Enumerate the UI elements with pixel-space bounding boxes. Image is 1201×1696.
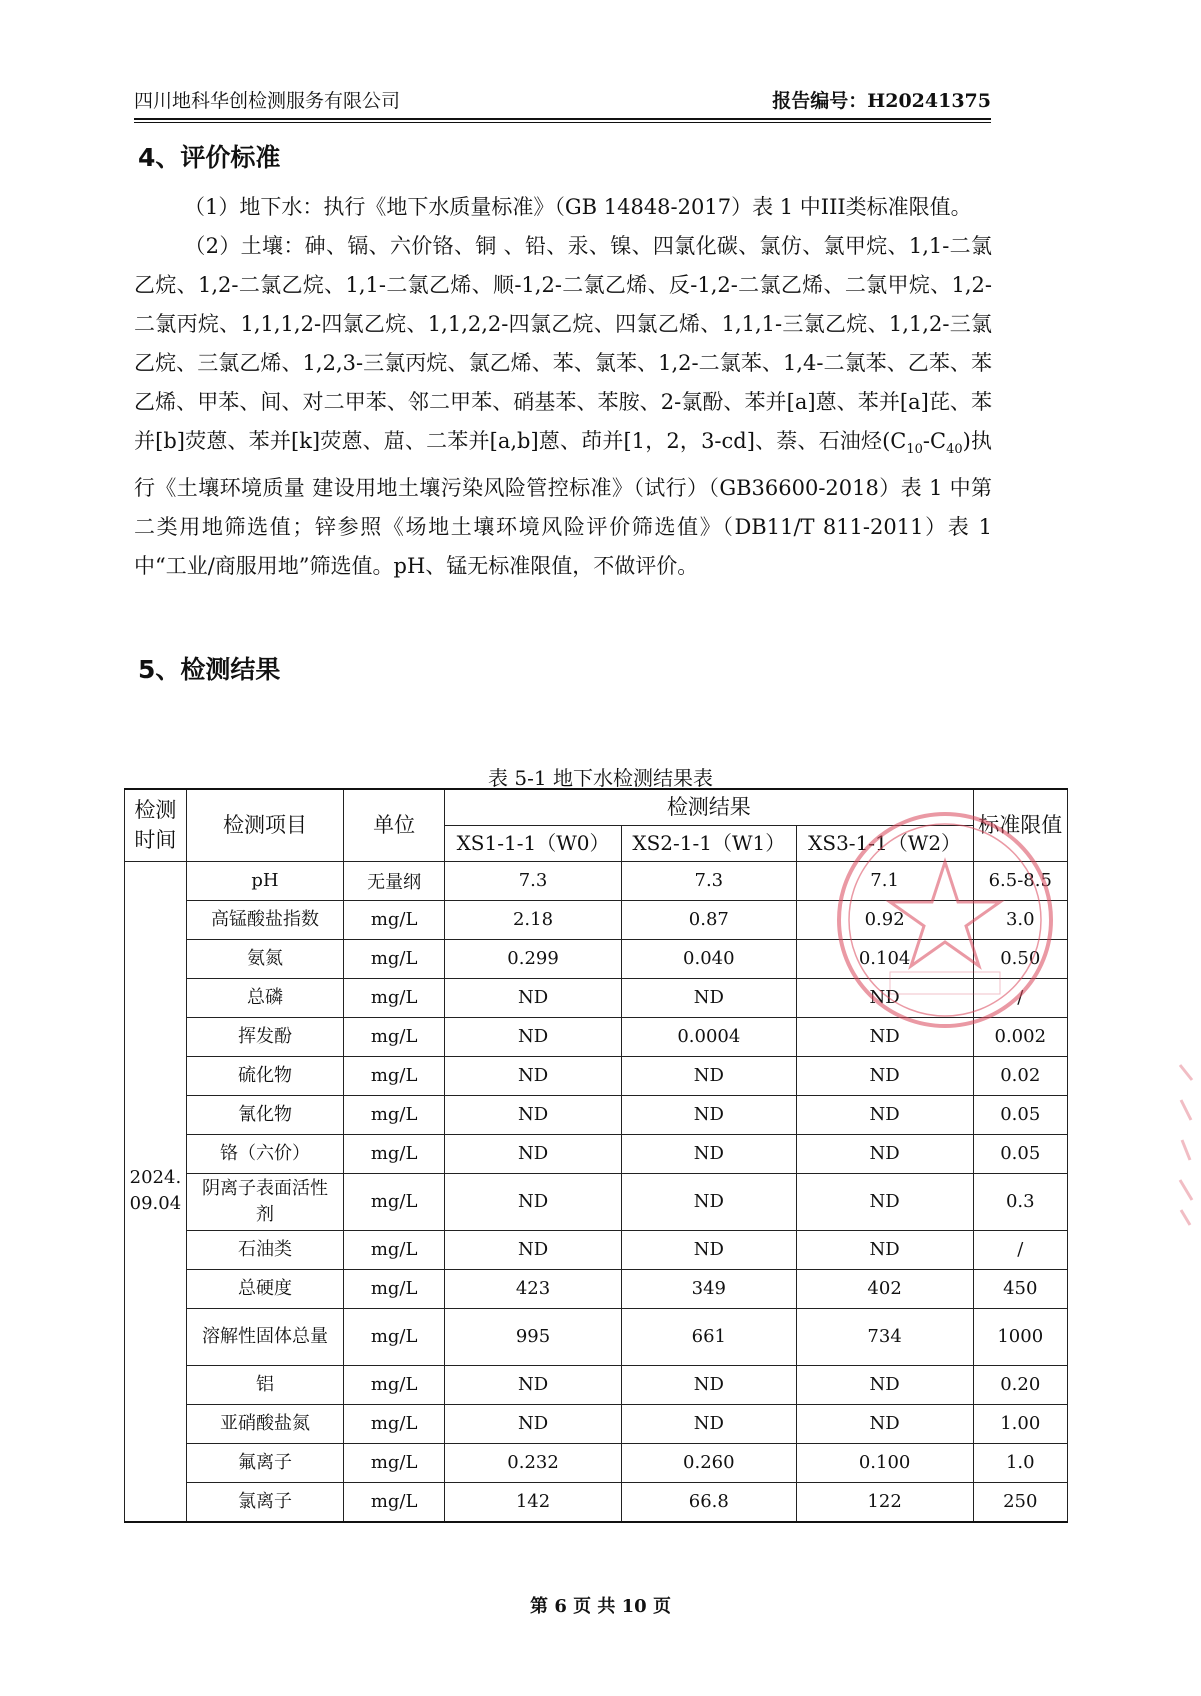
w2-value-cell: 402 [796, 1269, 973, 1308]
paragraph-soil [134, 227, 992, 586]
unit-cell: mg/L [344, 1056, 445, 1095]
unit-cell: mg/L [344, 978, 445, 1017]
w1-value-cell: 66.8 [621, 1482, 796, 1522]
standard-cell: 0.50 [973, 939, 1067, 978]
w0-value-cell: 2.18 [445, 900, 622, 939]
soil-text-dash: -C [922, 429, 947, 453]
page-header [134, 86, 991, 119]
w2-value-cell: ND [796, 1365, 973, 1404]
soil-text-end: )执行《土壤环境质量 建设用地土壤污染风险管控标准》（试行）（GB36600-2018）表 1 中第二类用地筛选值；锌参照《场地土壤环境风险评价筛选值》（DB11/T 811-2011）表 1 中“工业/商服用地”筛选值。pH、锰无标准限值，不做评价。 [134, 429, 992, 579]
item-cell: 氟离子 [186, 1443, 343, 1482]
standard-cell: 0.05 [973, 1134, 1067, 1173]
standard-cell: 0.02 [973, 1056, 1067, 1095]
date-cell: 2024.09.04 [125, 861, 187, 1522]
soil-text-start: （2）土壤：砷、镉、六价铬、铜 、铅、汞、镍、四氯化碳、氯仿、氯甲烷、1,1-二氯乙烷、1,2-二氯乙烷、1,1-二氯乙烯、顺-1,2-二氯乙烯、反-1,2-二氯乙烯、二氯甲烷、1,2-二氯丙烷、1,1,1,2-四氯乙烷、1,1,2,2-四氯乙烷、四氯乙烯、1,1,1-三氯乙烷、1,1,2-三氯乙烷、三氯乙烯、1,2,3-三氯丙烷、氯乙烯、苯、氯苯、1,2-二氯苯、1,4-二氯苯、乙苯、苯乙烯、甲苯、间、对二甲苯、邻二甲苯、硝基苯、苯胺、2-氯酚、苯并[a]蒽、苯并[a]芘、苯并[b]荧蒽、苯并[k]荧蒽、䓛、二苯并[a,b]蒽、茚并[1，2，3-cd]、萘、石油烃(C [134, 234, 992, 453]
w1-value-cell: 0.0004 [621, 1017, 796, 1056]
w0-value-cell: 0.299 [445, 939, 622, 978]
item-cell: 溶解性固体总量 [186, 1308, 343, 1365]
item-cell: 氰化物 [186, 1095, 343, 1134]
item-cell: 挥发酚 [186, 1017, 343, 1056]
table-row [125, 1017, 1068, 1056]
w2-value-cell: 0.100 [796, 1443, 973, 1482]
item-cell: 铬（六价） [186, 1134, 343, 1173]
w2-value-cell: ND [796, 1017, 973, 1056]
table-row [125, 1443, 1068, 1482]
report-number: 报告编号：H20241375 [772, 90, 991, 112]
table-row [125, 1134, 1068, 1173]
w1-value-cell: ND [621, 1095, 796, 1134]
table-row [125, 861, 1068, 900]
standard-cell: / [973, 978, 1067, 1017]
standard-cell: 450 [973, 1269, 1067, 1308]
w2-value-cell: ND [796, 1230, 973, 1269]
standard-cell: 250 [973, 1482, 1067, 1522]
header-results: 检测结果 [445, 789, 973, 825]
w1-value-cell: ND [621, 1230, 796, 1269]
table-row [125, 1404, 1068, 1443]
unit-cell: mg/L [344, 1134, 445, 1173]
w0-value-cell: ND [445, 1365, 622, 1404]
item-cell: 亚硝酸盐氮 [186, 1404, 343, 1443]
item-cell: 石油类 [186, 1230, 343, 1269]
item-cell: 总硬度 [186, 1269, 343, 1308]
table-row [125, 1365, 1068, 1404]
w0-value-cell: ND [445, 1134, 622, 1173]
w2-value-cell: 0.104 [796, 939, 973, 978]
header-sample-w2: XS3-1-1（W2） [796, 825, 973, 861]
header-item: 检测项目 [186, 789, 343, 861]
w1-value-cell: ND [621, 1173, 796, 1230]
w2-value-cell: ND [796, 1134, 973, 1173]
w0-value-cell: 423 [445, 1269, 622, 1308]
w1-value-cell: ND [621, 1056, 796, 1095]
seam-stamp-edge [1178, 1060, 1194, 1230]
w2-value-cell: ND [796, 1095, 973, 1134]
w1-value-cell: 349 [621, 1269, 796, 1308]
w2-value-cell: ND [796, 1404, 973, 1443]
w1-value-cell: ND [621, 978, 796, 1017]
table-row [125, 1095, 1068, 1134]
page-footer: 第 6 页 共 10 页 [530, 1596, 671, 1617]
w2-value-cell: 7.1 [796, 861, 973, 900]
w0-value-cell: ND [445, 1230, 622, 1269]
standard-cell: 1000 [973, 1308, 1067, 1365]
w0-value-cell: 7.3 [445, 861, 622, 900]
standard-cell: / [973, 1230, 1067, 1269]
w0-value-cell: ND [445, 1173, 622, 1230]
standard-cell: 0.3 [973, 1173, 1067, 1230]
table-row [125, 1269, 1068, 1308]
unit-cell: mg/L [344, 1443, 445, 1482]
table-row [125, 978, 1068, 1017]
standard-cell: 1.0 [973, 1443, 1067, 1482]
w2-value-cell: 122 [796, 1482, 973, 1522]
w0-value-cell: 0.232 [445, 1443, 622, 1482]
w2-value-cell: ND [796, 1056, 973, 1095]
standard-cell: 3.0 [973, 900, 1067, 939]
unit-cell: mg/L [344, 1404, 445, 1443]
header-rule-thin [134, 122, 991, 123]
item-cell: 高锰酸盐指数 [186, 900, 343, 939]
w2-value-cell: ND [796, 978, 973, 1017]
w0-value-cell: 142 [445, 1482, 622, 1522]
item-cell: 铝 [186, 1365, 343, 1404]
header-sample-w1: XS2-1-1（W1） [621, 825, 796, 861]
w0-value-cell: ND [445, 1056, 622, 1095]
groundwater-results-table [124, 788, 1068, 1523]
w1-value-cell: ND [621, 1134, 796, 1173]
w1-value-cell: 0.260 [621, 1443, 796, 1482]
paragraph-groundwater-text: （1）地下水：执行《地下水质量标准》（GB 14848-2017）表 1 中III类标准限值。 [184, 195, 972, 219]
header-rule [134, 118, 991, 120]
section-5-title: 5、检测结果 [138, 655, 281, 684]
w0-value-cell: ND [445, 1404, 622, 1443]
standard-cell: 6.5-8.5 [973, 861, 1067, 900]
item-cell: pH [186, 861, 343, 900]
header-time: 检测时间 [125, 789, 187, 861]
table-row [125, 900, 1068, 939]
w2-value-cell: 734 [796, 1308, 973, 1365]
w1-value-cell: 0.040 [621, 939, 796, 978]
w1-value-cell: 0.87 [621, 900, 796, 939]
w1-value-cell: ND [621, 1404, 796, 1443]
paragraph-groundwater [134, 188, 992, 227]
w0-value-cell: ND [445, 978, 622, 1017]
subscript-40: 40 [946, 442, 963, 458]
w2-value-cell: ND [796, 1173, 973, 1230]
w1-value-cell: ND [621, 1365, 796, 1404]
w2-value-cell: 0.92 [796, 900, 973, 939]
item-cell: 氯离子 [186, 1482, 343, 1522]
w1-value-cell: 7.3 [621, 861, 796, 900]
table-row [125, 1482, 1068, 1522]
unit-cell: mg/L [344, 939, 445, 978]
w0-value-cell: ND [445, 1095, 622, 1134]
subscript-10: 10 [906, 442, 923, 458]
header-sample-w0: XS1-1-1（W0） [445, 825, 622, 861]
standard-cell: 0.002 [973, 1017, 1067, 1056]
item-cell: 阴离子表面活性剂 [186, 1173, 343, 1230]
w0-value-cell: 995 [445, 1308, 622, 1365]
item-cell: 硫化物 [186, 1056, 343, 1095]
table-row [125, 939, 1068, 978]
unit-cell: mg/L [344, 1017, 445, 1056]
w0-value-cell: ND [445, 1017, 622, 1056]
w1-value-cell: 661 [621, 1308, 796, 1365]
standard-cell: 0.05 [973, 1095, 1067, 1134]
unit-cell: mg/L [344, 1482, 445, 1522]
unit-cell: mg/L [344, 1230, 445, 1269]
table-row [125, 1308, 1068, 1365]
standard-cell: 0.20 [973, 1365, 1067, 1404]
unit-cell: 无量纲 [344, 861, 445, 900]
header-unit: 单位 [344, 789, 445, 861]
table-caption: 表 5-1 地下水检测结果表 [488, 766, 713, 790]
company-name: 四川地科华创检测服务有限公司 [134, 90, 401, 112]
table-row [125, 1230, 1068, 1269]
unit-cell: mg/L [344, 1308, 445, 1365]
table-row [125, 1173, 1068, 1230]
item-cell: 氨氮 [186, 939, 343, 978]
standard-cell: 1.00 [973, 1404, 1067, 1443]
unit-cell: mg/L [344, 1173, 445, 1230]
unit-cell: mg/L [344, 900, 445, 939]
section-4-title: 4、评价标准 [138, 143, 281, 172]
unit-cell: mg/L [344, 1095, 445, 1134]
header-standard: 标准限值 [973, 789, 1067, 861]
unit-cell: mg/L [344, 1269, 445, 1308]
table-row [125, 1056, 1068, 1095]
unit-cell: mg/L [344, 1365, 445, 1404]
table-body [125, 861, 1068, 1522]
item-cell: 总磷 [186, 978, 343, 1017]
